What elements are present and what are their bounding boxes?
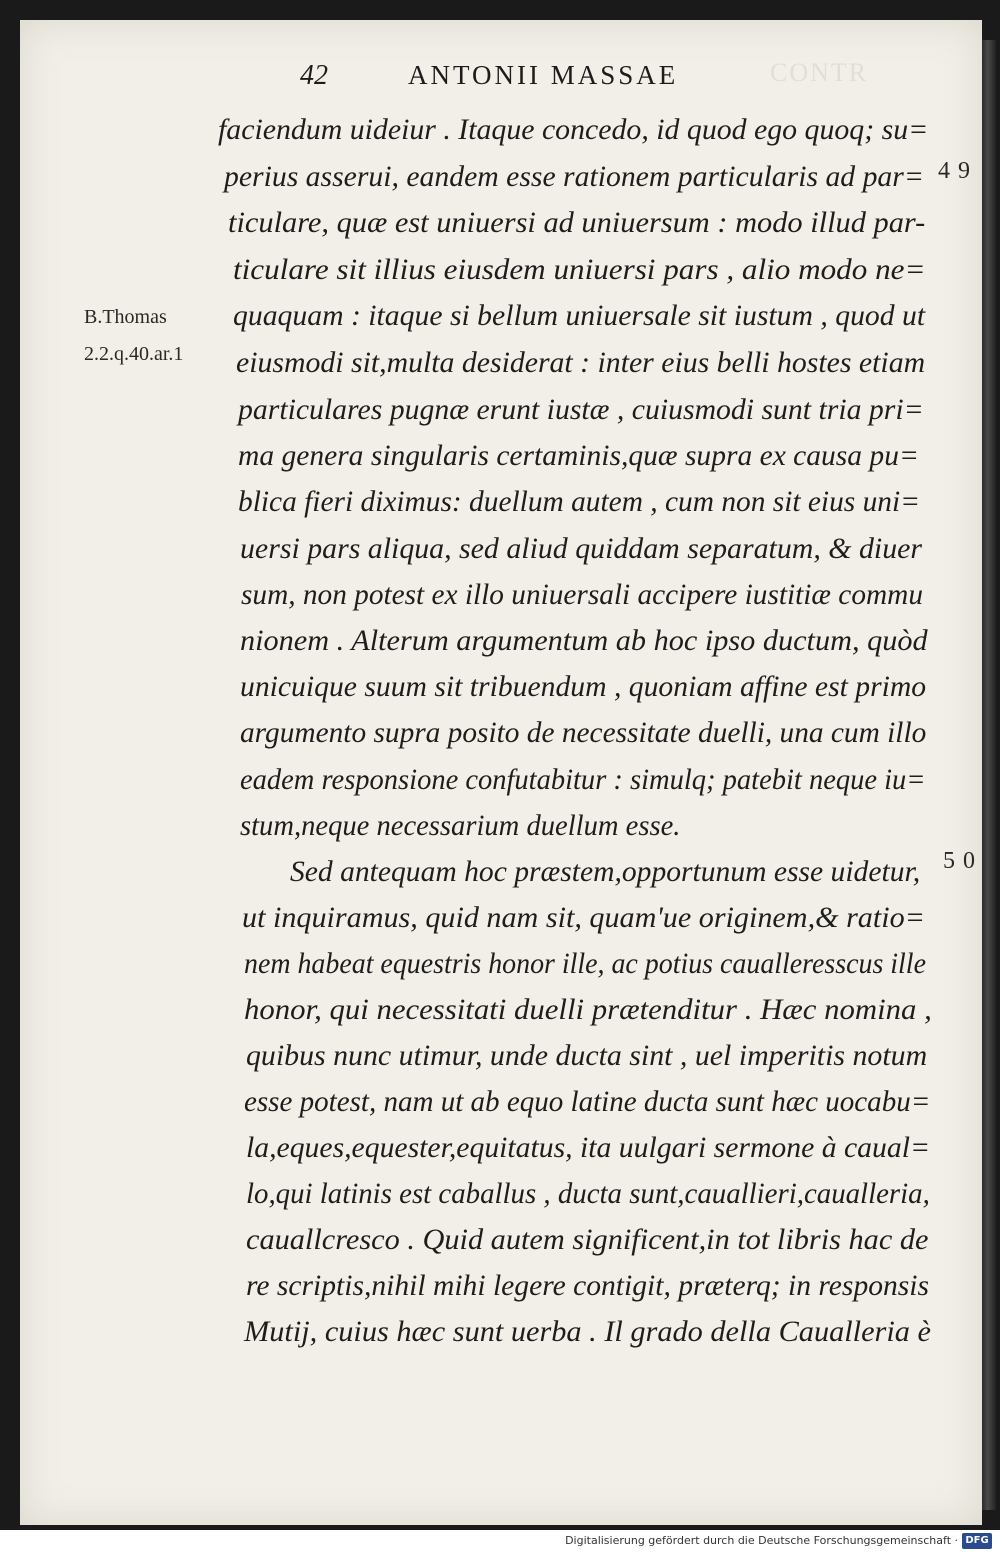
text-line: uersi pars aliqua, sed aliud quiddam separatum, & diuer [240,532,923,565]
footer-bar [0,1530,1000,1554]
text-line: nem habeat equestris honor ille, ac potius caualleresscus ille [244,947,926,980]
text-line: cauallcresco . Quid autem significent,in tot libris hac de [246,1223,929,1256]
text-line: quibus nunc utimur, unde ducta sint , uel imperitis notum [246,1039,928,1072]
text-line: nionem . Alterum argumentum ab hoc ipso ductum, quòd [240,624,928,657]
text-line: esse potest, nam ut ab equo latine ducta sunt hæc uocabu= [244,1085,931,1118]
text-line: Mutij, cuius hæc sunt uerba . Il grado della Caualleria è [244,1315,931,1348]
text-line: ticulare sit illius eiusdem uniuersi pars , alio modo ne= [233,253,926,286]
text-line: lo,qui latinis est caballus , ducta sunt,cauallieri,caualleria, [246,1177,930,1210]
margin-citation-line-1: B.Thomas [84,306,167,328]
text-line: ma genera singularis certaminis,quæ supra ex causa pu= [238,439,919,472]
text-line: particulares pugnæ erunt iustæ , cuiusmodi sunt tria pri= [238,393,924,426]
text-line: unicuique suum sit tribuendum , quoniam affine est primo [240,670,927,703]
text-line: la,eques,equester,equitatus, ita uulgari sermone à caual= [246,1131,930,1164]
margin-section-number: 49 [938,158,978,184]
text-line: Sed antequam hoc præstem,opportunum esse uidetur, [290,855,921,888]
text-line: sum, non potest ex illo uniuersali accipere iustitiæ commu [241,578,923,611]
text-line: re scriptis,nihil mihi legere contigit, præterq; in responsis [246,1269,930,1302]
dfg-logo: DFG [962,1533,992,1549]
text-line: faciendum uideiur . Itaque concedo, id quod ego quoq; su= [218,113,929,146]
page-number: 42 [300,60,328,91]
text-line: stum,neque necessarium duellum esse. [240,809,681,842]
text-line: eiusmodi sit,multa desiderat : inter eius belli hostes etiam [236,346,926,379]
text-line: eadem responsione confutabitur : simulq; patebit neque iu= [240,763,926,796]
margin-section-number: 50 [943,848,983,874]
margin-citation-line-2: 2.2.q.40.ar.1 [84,343,184,365]
running-title: ANTONII MASSAE [408,60,679,90]
page-edge [982,40,996,1510]
text-line: blica fieri diximus: duellum autem , cum non sit eius uni= [238,485,920,518]
funding-credit: Digitalisierung gefördert durch die Deutsche Forschungsgemeinschaft · [565,1534,958,1547]
text-line: ticulare, quæ est uniuersi ad uniuersum : modo illud par- [228,206,926,239]
text-line: argumento supra posito de necessitate duelli, una cum illo [240,716,927,749]
text-line: ut inquiramus, quid nam sit, quam'ue originem,& ratio= [242,901,926,934]
text-line: quaquam : itaque si bellum uniuersale sit iustum , quod ut [233,299,926,332]
bleed-through-text: CONTR [770,58,869,87]
text-line: honor, qui necessitati duelli prætenditur . Hæc nomina , [244,993,932,1026]
text-line: perius asserui, eandem esse rationem particularis ad par= [224,160,924,193]
